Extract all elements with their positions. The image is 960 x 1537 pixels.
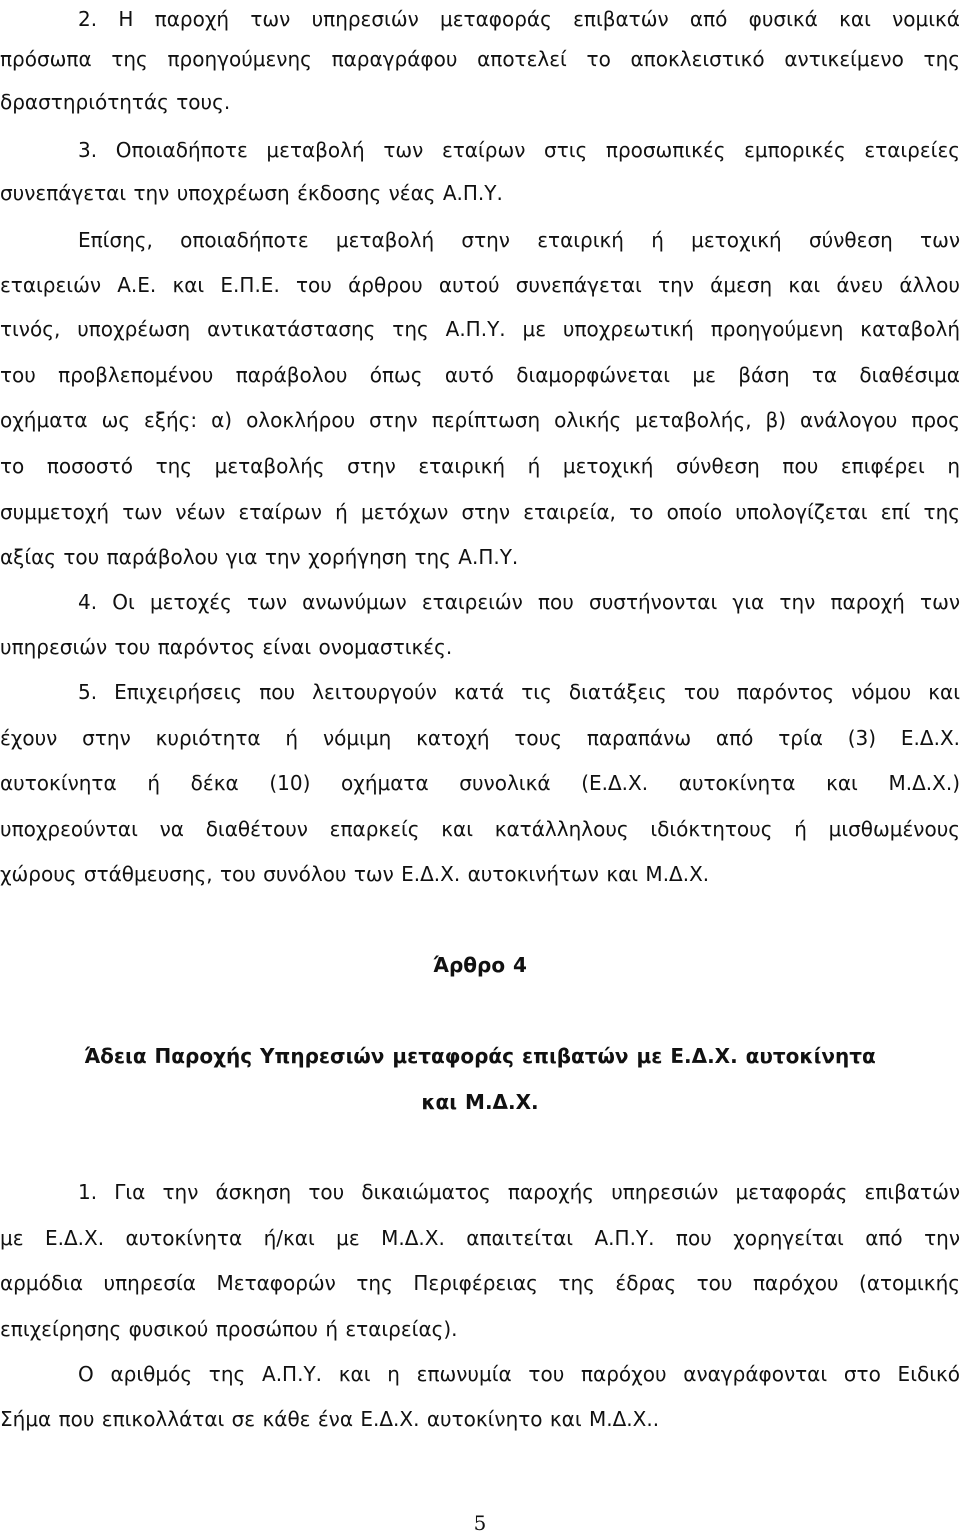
- paragraph-line: Ο αριθμός της Α.Π.Υ. και η επωνυμία του παρόχου αναγράφονται στο Ειδικό: [78, 1362, 960, 1386]
- article-title: Άρθρο 4: [433, 953, 527, 977]
- paragraph-line: αξίας του παράβολου για την χορήγηση της Α.Π.Υ.: [0, 545, 519, 569]
- paragraph-line: αρμόδια υπηρεσία Μεταφορών της Περιφέρειας της έδρας του παρόχου (ατομικής: [0, 1271, 960, 1295]
- page-number: 5: [473, 1511, 487, 1535]
- article-subtitle: Άδεια Παροχής Υπηρεσιών μεταφοράς επιβατών με Ε.Δ.Χ. αυτοκίνητα: [84, 1044, 876, 1068]
- paragraph-line: του προβλεπομένου παράβολου όπως αυτό διαμορφώνεται με βάση τα διαθέσιμα: [0, 363, 960, 387]
- paragraph-line: 1. Για την άσκηση του δικαιώματος παροχής υπηρεσιών μεταφοράς επιβατών: [78, 1180, 960, 1204]
- paragraph-line: εταιρειών Α.Ε. και Ε.Π.Ε. του άρθρου αυτού συνεπάγεται την άμεση και άνευ άλλου: [0, 273, 960, 297]
- paragraph-line: Σήμα που επικολλάται σε κάθε ένα Ε.Δ.Χ. αυτοκίνητο και Μ.Δ.Χ..: [0, 1407, 660, 1431]
- paragraph-line: τινός, υποχρέωση αντικατάστασης της Α.Π.Υ. με υποχρεωτική προηγούμενη καταβολή: [0, 317, 960, 341]
- paragraph-line: επιχείρησης φυσικού προσώπου ή εταιρείας).: [0, 1317, 458, 1341]
- paragraph-line: το ποσοστό της μεταβολής στην εταιρική ή μετοχική σύνθεση που επιφέρει η: [0, 454, 960, 478]
- paragraph-line: 5. Επιχειρήσεις που λειτουργούν κατά τις διατάξεις του παρόντος νόμου και: [78, 680, 960, 704]
- paragraph-line: συνεπάγεται την υποχρέωση έκδοσης νέας Α.Π.Υ.: [0, 181, 503, 205]
- article-subtitle: και Μ.Δ.Χ.: [421, 1090, 539, 1114]
- paragraph-line: έχουν στην κυριότητα ή νόμιμη κατοχή τους παραπάνω από τρία (3) Ε.Δ.Χ.: [0, 726, 960, 750]
- paragraph-line: πρόσωπα της προηγούμενης παραγράφου αποτελεί το αποκλειστικό αντικείμενο της: [0, 47, 960, 71]
- paragraph-line: χώρους στάθμευσης, του συνόλου των Ε.Δ.Χ. αυτοκινήτων και Μ.Δ.Χ.: [0, 862, 710, 886]
- paragraph-line: 2. Η παροχή των υπηρεσιών μεταφοράς επιβατών από φυσικά και νομικά: [78, 7, 960, 31]
- paragraph-line: με Ε.Δ.Χ. αυτοκίνητα ή/και με Μ.Δ.Χ. απαιτείται Α.Π.Υ. που χορηγείται από την: [0, 1226, 960, 1250]
- paragraph-line: δραστηριότητάς τους.: [0, 90, 231, 114]
- paragraph-line: υποχρεούνται να διαθέτουν επαρκείς και κατάλληλους ιδιόκτητους ή μισθωμένους: [0, 817, 960, 841]
- paragraph-line: αυτοκίνητα ή δέκα (10) οχήματα συνολικά (Ε.Δ.Χ. αυτοκίνητα και Μ.Δ.Χ.): [0, 771, 960, 795]
- paragraph-line: οχήματα ως εξής: α) ολοκλήρου στην περίπτωση ολικής μεταβολής, β) ανάλογου προς: [0, 408, 960, 432]
- paragraph-line: Επίσης, οποιαδήποτε μεταβολή στην εταιρική ή μετοχική σύνθεση των: [78, 228, 960, 252]
- paragraph-line: υπηρεσιών του παρόντος είναι ονομαστικές.: [0, 635, 453, 659]
- paragraph-line: 4. Οι μετοχές των ανωνύμων εταιρειών που συστήνονται για την παροχή των: [78, 590, 960, 614]
- paragraph-line: συμμετοχή των νέων εταίρων ή μετόχων στην εταιρεία, το οποίο υπολογίζεται επί της: [0, 500, 960, 524]
- paragraph-line: 3. Οποιαδήποτε μεταβολή των εταίρων στις προσωπικές εμπορικές εταιρείες: [78, 138, 960, 162]
